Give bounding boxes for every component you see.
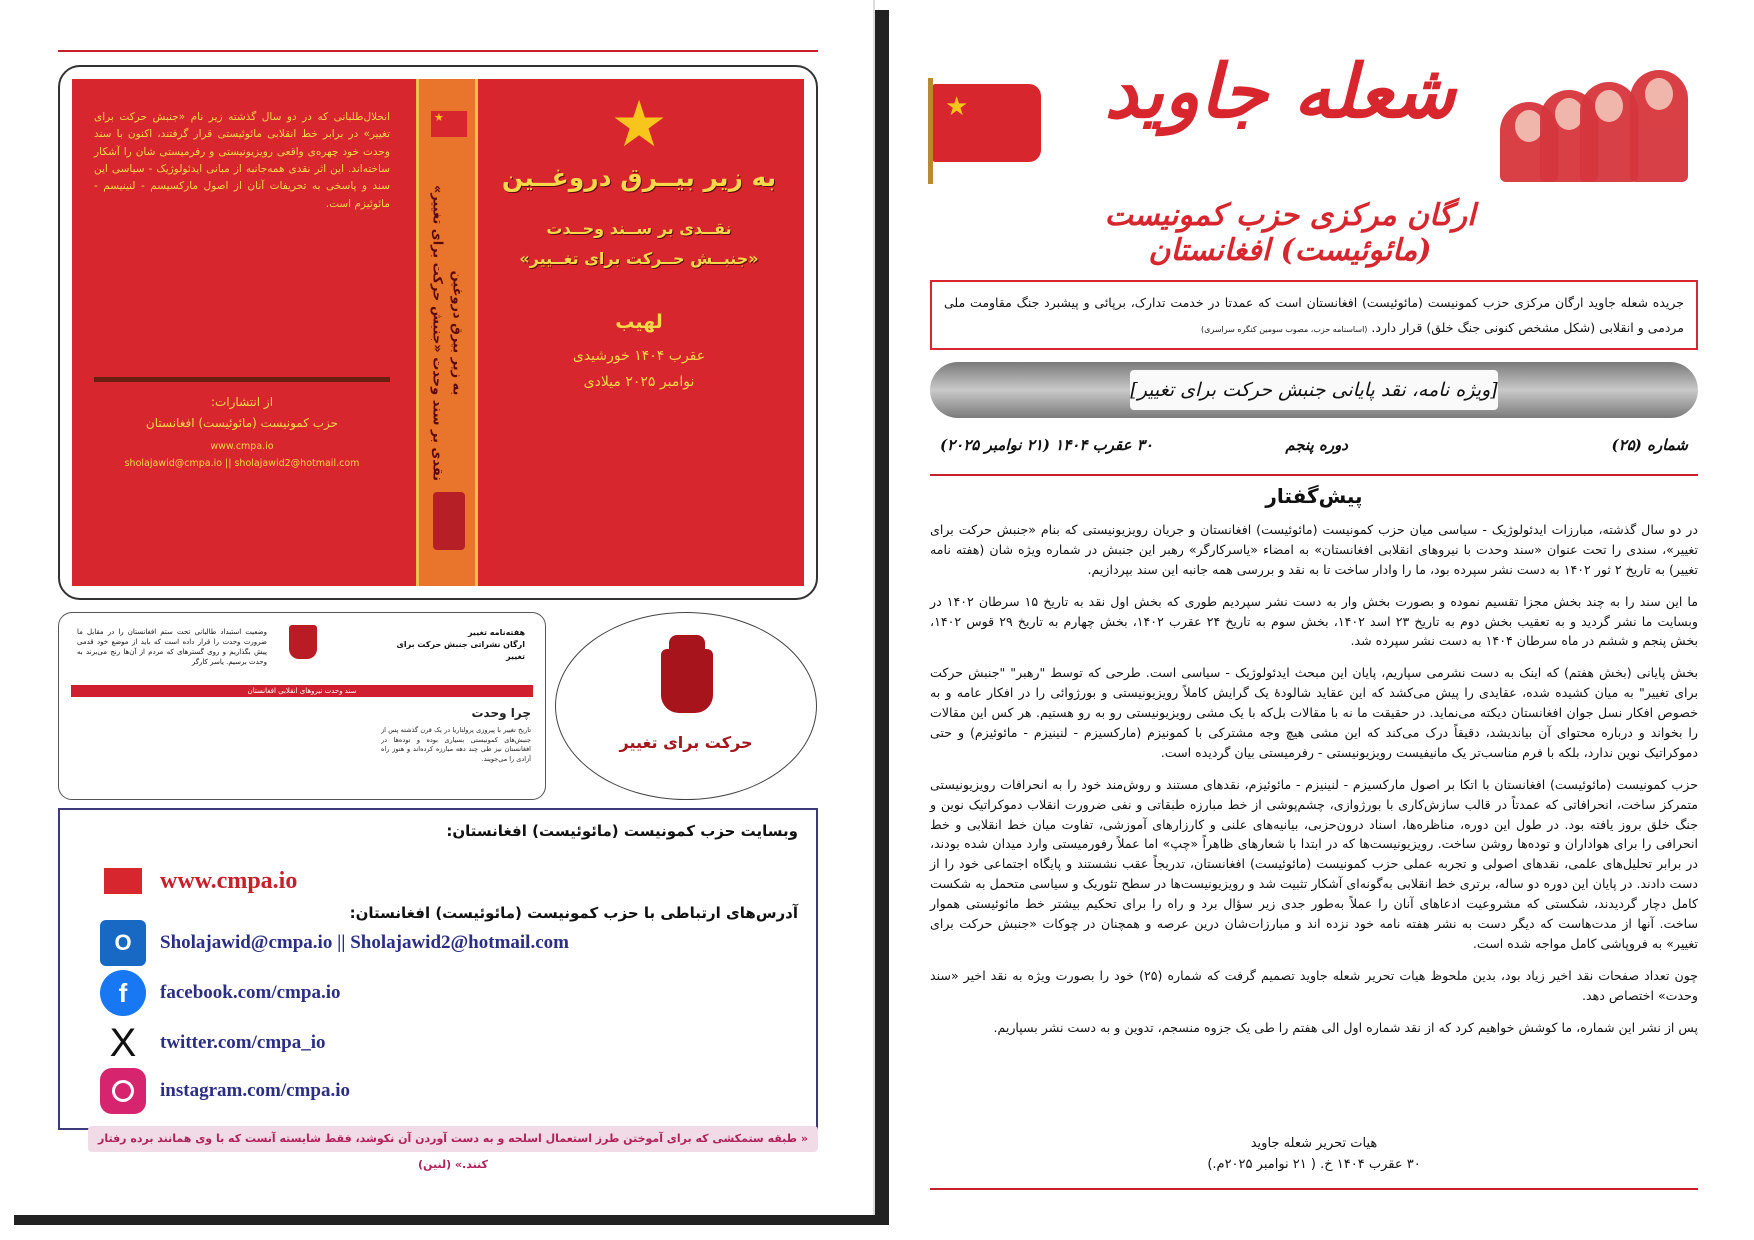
bottom-rule [930,1188,1698,1190]
back-divider [94,377,390,382]
movement-emblem [555,612,817,800]
x-twitter-icon: X [109,1020,137,1065]
publisher-site: www.cmpa.io [210,441,274,453]
flag-icon [100,858,146,904]
cover-subtitle: نقــدی بر ســند وحــدت «جنبــش حــرکت برای تغــییر» [519,219,759,269]
issue-info [930,430,1698,464]
period: دوره پنجم [1285,436,1348,454]
cover-date: عقرب ۱۴۰۴ خورشیدی نوامبر ۲۰۲۵ میلادی [572,347,706,391]
instagram-link[interactable]: instagram.com/cmpa.io [160,1080,350,1101]
mini-column [221,711,371,800]
website-link[interactable]: www.cmpa.io [160,867,298,894]
article-paragraph: چون تعداد صفحات نقد اخیر زیاد بود، بدین ملحوظ هیات تحریر شعله جاوید تصمیم گرفت که شماره (۲۵) خود را بصورت ویژه به نقد اخیر «سند وحدت» اختصاص دهد. [930,967,1698,1003]
special-issue-label: [ویژه نامه، نقد پایانی جنبش حرکت برای تغییر] [1130,370,1498,410]
mini-column [61,711,211,800]
emblem-caption: حرکت برای تغییر [619,733,753,752]
mini-red-bar: سند وحدت نیروهای انقلابی افغانستان [71,685,533,697]
facebook-icon: f [100,970,146,1016]
weekly-thumbnail [58,612,546,800]
spine-text: به زیر بیرق دروغین نقدی بر سند وحدت «جنبش حرکت برای تغییر» [430,184,465,481]
star-icon: ★ [610,88,668,162]
publisher-name: حزب کمونیست (مائوئیست) افغانستان [145,416,339,431]
twitter-link[interactable]: twitter.com/cmpa_io [160,1032,326,1053]
mini-column: چرا وحدت تاریخ تغییر با پیروزی پرولتاریا در یک قرن گذشته پس از جنبش‌های کمونیستی بسیاری بوده و توده‌ها در افغانستان نیز طی چند دهه مبارزه کرده‌اند و هنوز راه آزادی را می‌جویند. [381,706,531,763]
signature: هیات تحریر شعله جاوید ۳۰ عقرب ۱۴۰۴ خ. ( ۲۱ نوامبر ۲۰۲۵م.) [1207,1136,1421,1172]
website-row [100,858,297,904]
email-row [100,920,569,966]
publisher-emails: sholajawid@cmpa.io || sholajawid2@hotmail.com [124,458,360,470]
portraits-emblem-icon [433,492,465,550]
article-paragraph: در دو سال گذشته، مبارزات ایدئولوژیک - سیاسی میان حزب کمونیست (مائوئیست) افغانستان و جریان رویزیونیستی که بنام «جنبش حرکت برای تغییر»، سندی را تحت عنوان «سند وحدت با نیروهای انقلابی افغانستان» به امضاء «یاسرکارگر» رهبر این جنبش در شماره ویژه شان (هفته نامه تغییر) به تاریخ ۲ ثور ۱۴۰۲ به دست نشر سپرده بود، ما را وادار ساخت تا به نقد و بررسی همه جانبه این سند بپردازیم. [930,522,1698,577]
back-page [0,0,875,1215]
article-paragraph: حزب کمونیست (مائوئیست) افغانستان با اتکا بر اصول مارکسیزم - لنینیزم - مائوئیزم، نقدهای مستند و روش‌مند خود را به انحرافات رویزیونیستی متمرکز ساخت، انحرافاتی که عمدتاً در قالب سازش‌کاری با بورژوازی، چشم‌پوشی از خط مبارزه طبقاتی و نفی ضرورت انقلاب دموکراتیک نوین و جنگ خلق بروز یافته بود. در طول این دوره، مناظره‌ها، اسناد درون‌حزبی، بیانیه‌های علنی و کارزارهای آموزشی، تفاوت میان خط انقلابی و خط انحرافی را برای هواداران و توده‌ها روشن ساخت. رویزیونیست‌ها که در ابتدا با شعارهای ظاهراً «چپ» اما عملاً رفورمیستی وارد میدان شده بودند، در برابر تحلیل‌های علمی، نقدهای اصولی و تجربه عملی حزب کمونیست (مائوئیست) افغانستان، تدریجاً عقب نشستند و پایگاه اجتماعی خود را از دست دادند. در پایان این دوره دو ساله، برتری خط انقلابی به‌گونه‌ای آشکار تثبیت شد و رویزیونیست‌ها در سطح تئوریک و سیاسی متحمل به شکست کامل دچار گردیدند، شکستی که مشروعیت ادعاهای آنان را عملاً به‌طور جدی زیر سؤال برد و راه را برای تحکیم بیشتر خط مائوئیستی هموار ساخت. آنها از مدت‌هاست که دیگر دست به نشر هفته نامه خود نزده اند و مبارزات‌شان درین عرصه و همچنان در چوکات «جنبش حرکت برای تغییر» به فروپاشی کامل مواجه شده است. [930,776,1698,951]
cover-spine [416,79,478,586]
masthead-subtitle: ارگان مرکزی حزب کمونیست (مائوئیست) افغانستان [1104,198,1476,268]
cover-front [474,79,804,586]
instagram-row [100,1068,350,1114]
issue-date: ۳۰ عقرب ۱۴۰۴ (۲۱ نوامبر ۲۰۲۵) [940,436,1153,454]
facebook-row [100,970,340,1016]
article-body [930,520,1698,1049]
mini-top-note: وضعیت استبداد طالبانی تحت ستم افغانستان را در مقابل ما ضرورت وحدت را قرار داده است که باید از موضع خود قدمی پیش بگذاریم و روی گسترهای که مردم از آن‌ها رنج می‌برند به وحدت برسیم. یاسر کارگر [77,628,267,667]
book-cover-red [72,79,804,586]
email-link[interactable]: Sholajawid@cmpa.io || Sholajawid2@hotmail.com [160,932,569,953]
special-issue-banner [930,362,1698,418]
flag-icon [431,111,467,137]
fist-icon [289,625,317,659]
instagram-icon [100,1068,146,1114]
intro-text: جریده شعله جاوید ارگان مرکزی حزب کمونیست (مائوئیست) افغانستان است که عمدتا در خدمت تدارک، برپائی و پیشبرد جنگ مقاومت ملی مردمی و انقلابی (شکل مشخص کنونی جنگ خلق) قرار دارد. [944,295,1684,335]
divider [930,474,1698,476]
red-flag-icon: ★ [933,84,1041,162]
cover-author: لهیب [615,310,663,333]
contact-box [58,808,818,1130]
masthead-title: شعله جاوید [1104,49,1456,135]
top-rule [58,50,818,52]
outlook-mail-icon: O [100,920,146,966]
intro-source: (اساسنامه حزب، مصوب سومین کنگره سراسری) [1201,325,1368,334]
article-paragraph: ما این سند را به چند بخش مجزا تقسیم نموده و بصورت بخش وار به دست نشر سپردیم طوری که بخش اول نقد به تاریخ ۱۵ سرطان ۱۴۰۲ در وبسایت ما نشر گردید و به تعقیب بخش دوم به تاریخ ۲۳ اسد ۱۴۰۲، بخش سوم به تاریخ ۲۴ عقرب ۱۴۰۲، بخش چهارم به تاریخ ۲۹ قوس ۱۴۰۲، بخش پنجم و ششم در ماه سرطان ۱۴۰۴ به دست نشر سپرده شد. [930,593,1699,649]
article-title: پیش‌گفتار [1265,484,1363,508]
facebook-link[interactable]: facebook.com/cmpa.io [160,982,341,1003]
back-blurb: انحلال‌طلبانی که در دو سال گذشته زیر نام «جنبش حرکت برای تغییر» در برابر خط انقلابی مائوئیستی قرار گرفتند، اکنون با سند وحدت خود چهره‌ی واقعی رویزیونیستی و رفرمیستی شان را آشکار ساخته‌اند. این اثر نقدی همه‌جانبه از مبانی ایدئولوژیک - سیاسی این سند و پاسخی به تحریفات آنان از اصول مارکسیسم - لنینیسم - مائوئیزم است. [94,111,390,210]
cover-back [72,79,412,586]
lenin-quote: « طبقه ستمکشی که برای آموختن طرز استعمال اسلحه و به دست آوردن آن نکوشد، فقط شایسته آنست که با وی همانند برده رفتار کنند.» (لنین) [88,1126,818,1152]
fist-icon [661,649,713,713]
article-paragraph: بخش پایانی (بخش هفتم) که اینک به دست نشرمی سپاریم، پایان این مبحث ایدئولوژیک - سیاسی است. طرحی که توسط "رهبر" "جنبش حرکت برای تغییر" به میان کشیده شده، عقایدی را پیش می‌کشد که این عقاید شالودهٔ یک گرایش کاملاً رویزیونیستی و بورژوائی را در افکار عامه و به خصوص افکار نسل جوان افغانستان دیکته می‌نماید. در حقیقت ما نه با مقالات بل‌که با یک مشی رویزیونیستی رو به رو هستیم. هر کس این مقالات را بخواند و درباره محتوای آن بیاندیشد، دقیقاً درک می‌کند که این مشی هیچ وجه مشترکی با کمونیزم (مارکسیزم - لنینیزم - مائوئیزم) و حتی دموکراتیک نوین ندارد، بلکه با فرم مناسب‌تر یک مانیفیست رویزیونیستی - رفرمیستی بیان گردیده است. [930,665,1698,760]
twitter-row [100,1020,326,1066]
address-heading: آدرس‌های ارتباطی با حزب کمونیست (مائوئیست) افغانستان: [349,904,798,922]
article-paragraph: پس از نشر این شماره، ما کوشش خواهیم کرد که از نقد شماره اول الی هفتم را طی یک جزوه منسجم، تدوین و به دست نشر بسپاریم. [993,1019,1698,1035]
mini-header: هفته‌نامه تغییر ارگان نشراتی جنبش حرکت برای تغییر [396,628,525,661]
issue-number: شماره (۲۵) [1611,436,1688,454]
website-heading: وبسایت حزب کمونیست (مائوئیست) افغانستان: [446,822,798,840]
intro-box [930,280,1698,350]
leaders-portrait-icon [1500,52,1698,182]
cover-title: به زیر بیــرق دروغــین [501,163,777,192]
publisher-label: از انتشارات: [210,394,274,409]
book-cover [58,65,818,600]
